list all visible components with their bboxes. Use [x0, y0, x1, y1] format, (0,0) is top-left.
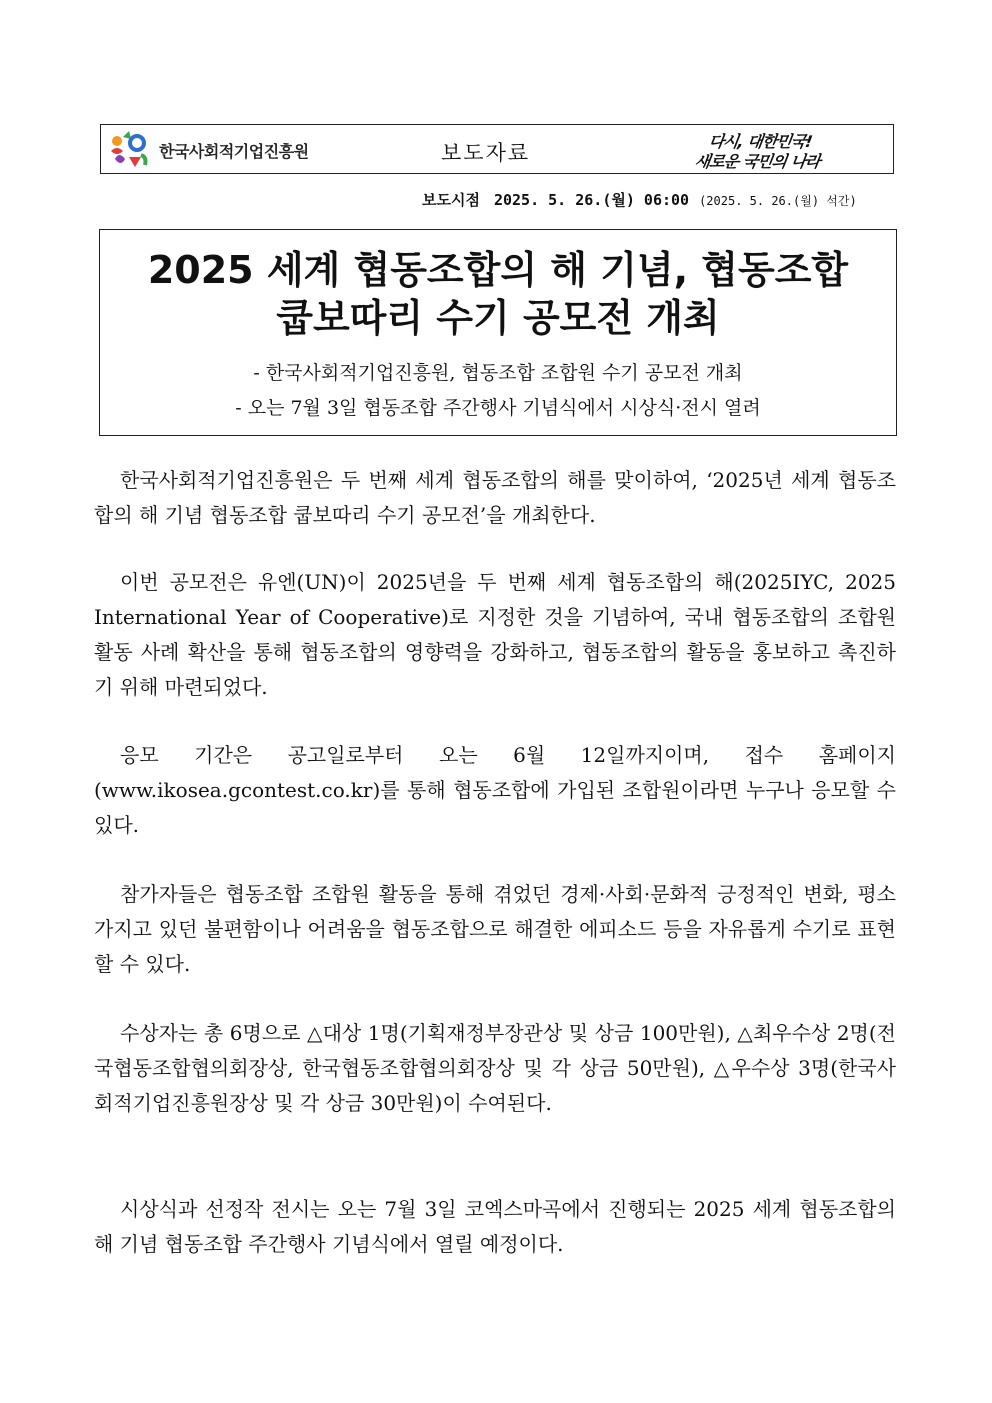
paragraph-text: 이번 공모전은 유엔(UN)이 2025년을 두 번째 세계 협동조합의 해(2025IYC, 2025 International Year of Cooperative)로 지정한 것을 기념하여, 국내 협동조합의 조합원 활동 사례 확산을 통해 협동조합의 영향력을 강화하고, 협동조합의 활동을 홍보하고 촉진하기 위해 마련되었다.	[94, 570, 896, 699]
headline-line-1: 2025 세계 협동조합의 해 기념, 협동조합	[147, 248, 849, 292]
paragraph-text: 시상식과 선정작 전시는 오는 7월 3일 코엑스마곡에서 진행되는 2025 세계 협동조합의 해 기념 협동조합 주간행사 기념식에서 열릴 예정이다.	[94, 1197, 896, 1256]
headline-box	[99, 229, 897, 436]
slogan-line-1: 다시, 대한민국!	[707, 132, 813, 151]
paragraph-text: 참가자들은 협동조합 조합원 활동을 통해 겪었던 경제·사회·문화적 긍정적인 변화, 평소 가지고 있던 불편함이나 어려움을 협동조합으로 해결한 에피소드 등을 자유롭게 수기로 표현할 수 있다.	[94, 882, 896, 976]
org-logo-icon	[107, 129, 153, 171]
headline-line-2: 쿱보따리 수기 공모전 개최	[276, 296, 720, 340]
body-paragraph-3	[94, 738, 896, 843]
body-paragraph-1	[94, 463, 896, 533]
document-type-label: 보도자료	[441, 141, 531, 165]
release-datetime: 2025. 5. 26.(월) 06:00	[493, 191, 690, 209]
body-paragraph-4	[94, 877, 896, 982]
release-time	[422, 189, 857, 210]
headline	[100, 246, 896, 342]
subheadlines	[100, 356, 896, 426]
government-slogan	[689, 129, 879, 171]
org-name: 한국사회적기업진흥원	[159, 141, 309, 161]
body-paragraph-2	[94, 565, 896, 705]
subheadline-2: - 오는 7월 3일 협동조합 주간행사 기념식에서 시상식·전시 열려	[235, 397, 761, 419]
org-logo	[107, 129, 309, 171]
slogan-line-2: 새로운 국민의 나라	[693, 152, 821, 171]
paragraph-text: 한국사회적기업진흥원은 두 번째 세계 협동조합의 해를 맞이하여, ‘2025년 세계 협동조합의 해 기념 협동조합 쿱보따리 수기 공모전’을 개최한다.	[94, 468, 896, 527]
subheadline-1: - 한국사회적기업진흥원, 협동조합 조합원 수기 공모전 개최	[253, 362, 743, 384]
paragraph-text: 수상자는 총 6명으로 △대상 1명(기획재정부장관상 및 상금 100만원), △최우수상 2명(전국협동조합협의회장상, 한국협동조합협의회장상 및 각 상금 50만원), △우수상 3명(한국사회적기업진흥원장상 및 각 상금 30만원)이 수여된다.	[94, 1021, 896, 1115]
press-header	[100, 124, 894, 174]
release-time-label: 보도시점	[422, 191, 480, 209]
body-paragraph-6	[94, 1192, 896, 1262]
body-paragraph-5	[94, 1016, 896, 1121]
paragraph-text: 응모 기간은 공고일로부터 오는 6월 12일까지이며, 접수 홈페이지(www.ikosea.gcontest.co.kr)를 통해 협동조합에 가입된 조합원이라면 누구나 응모할 수 있다.	[94, 743, 896, 837]
release-note: (2025. 5. 26.(월) 석간)	[699, 194, 857, 208]
